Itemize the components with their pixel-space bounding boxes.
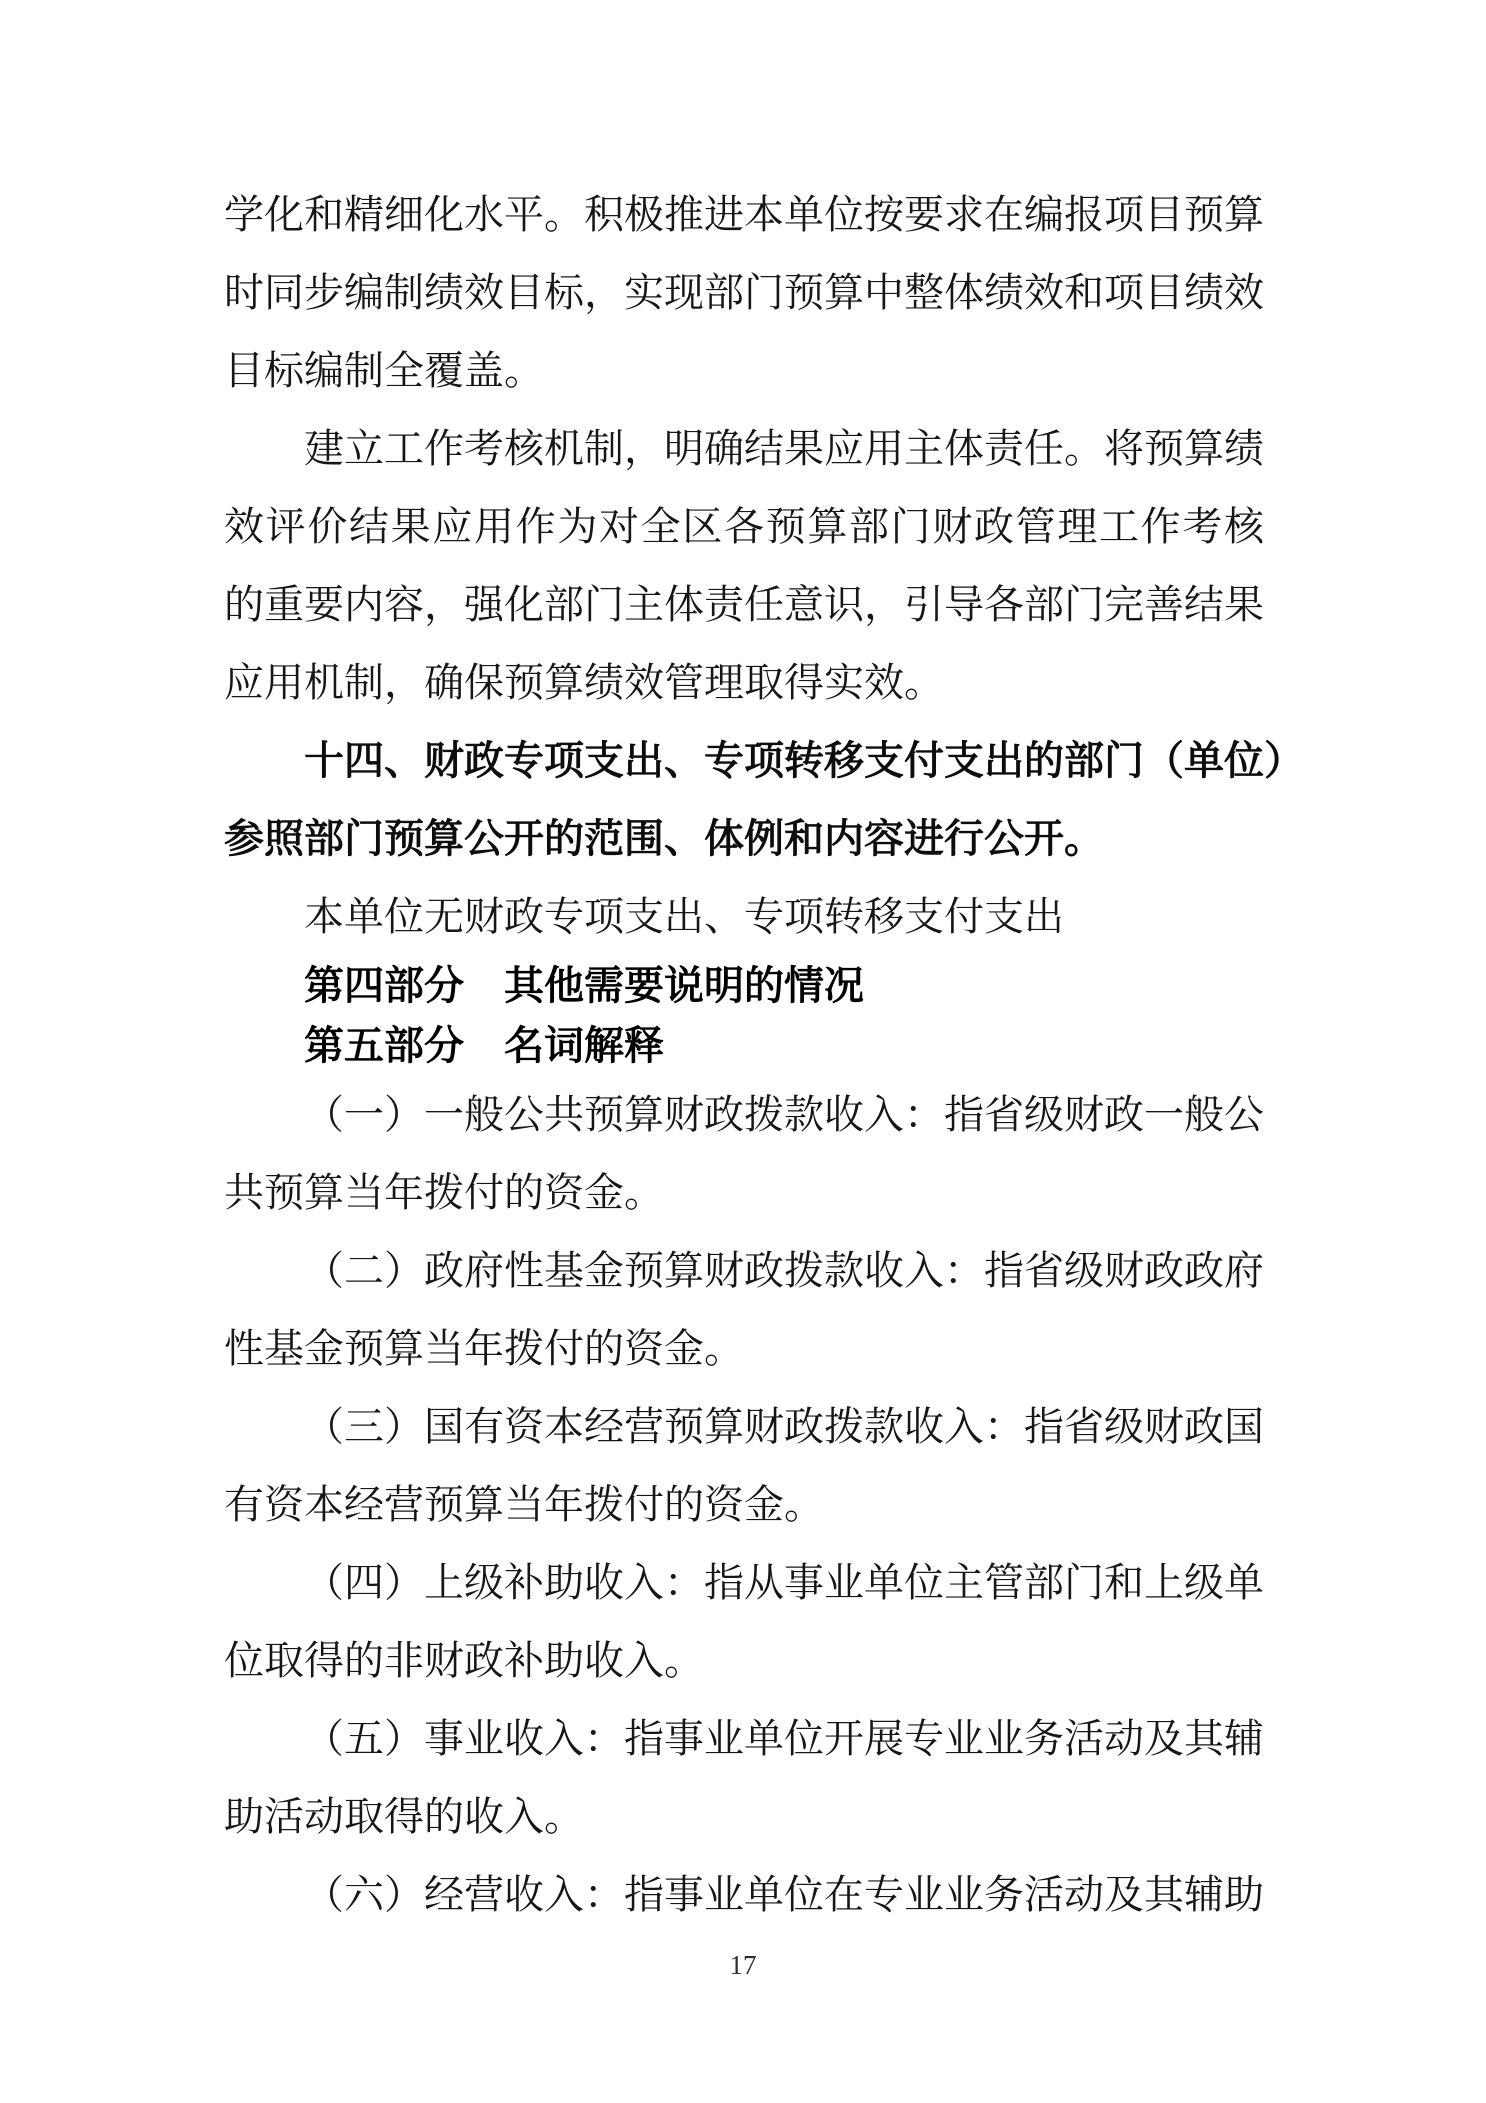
body-line: 效评价结果应用作为对全区各预算部门财政管理工作考核 xyxy=(224,504,1264,549)
body-line: 学化和精细化水平。积极推进本单位按要求在编报项目预算 xyxy=(224,192,1264,237)
part5-section-heading: 第五部分 名词解释 xyxy=(304,1024,664,1068)
glossary-line: 共预算当年拨付的资金。 xyxy=(224,1170,664,1215)
body-line: 目标编制全覆盖。 xyxy=(224,348,544,393)
item-14-heading: 参照部门预算公开的范围、体例和内容进行公开。 xyxy=(224,816,1104,861)
glossary-line: （六）经营收入：指事业单位在专业业务活动及其辅助 xyxy=(304,1872,1264,1917)
body-line: 建立工作考核机制，明确结果应用主体责任。将预算绩 xyxy=(304,426,1264,471)
glossary-line: 性基金预算当年拨付的资金。 xyxy=(224,1326,744,1371)
glossary-line: （四）上级补助收入：指从事业单位主管部门和上级单 xyxy=(304,1560,1264,1605)
body-line: 时同步编制绩效目标，实现部门预算中整体绩效和项目绩效 xyxy=(224,270,1264,315)
part4-section-heading: 第四部分 其他需要说明的情况 xyxy=(304,964,864,1008)
page-number: 17 xyxy=(729,1950,757,1980)
body-line: 的重要内容，强化部门主体责任意识，引导各部门完善结果 xyxy=(224,582,1264,627)
item-14-heading: 十四、财政专项支出、专项转移支付支出的部门（单位） xyxy=(304,738,1304,783)
glossary-line: （三）国有资本经营预算财政拨款收入：指省级财政国 xyxy=(304,1404,1264,1449)
page-body-text xyxy=(224,176,1304,1934)
glossary-line: 助活动取得的收入。 xyxy=(224,1794,584,1839)
glossary-line: （五）事业收入：指事业单位开展专业业务活动及其辅 xyxy=(304,1716,1264,1761)
glossary-line: （一）一般公共预算财政拨款收入：指省级财政一般公 xyxy=(304,1092,1264,1137)
body-line: 本单位无财政专项支出、专项转移支付支出 xyxy=(304,894,1064,939)
glossary-line: 位取得的非财政补助收入。 xyxy=(224,1638,704,1683)
body-line: 应用机制，确保预算绩效管理取得实效。 xyxy=(224,660,944,705)
glossary-line: （二）政府性基金预算财政拨款收入：指省级财政政府 xyxy=(304,1248,1264,1293)
glossary-line: 有资本经营预算当年拨付的资金。 xyxy=(224,1482,824,1527)
